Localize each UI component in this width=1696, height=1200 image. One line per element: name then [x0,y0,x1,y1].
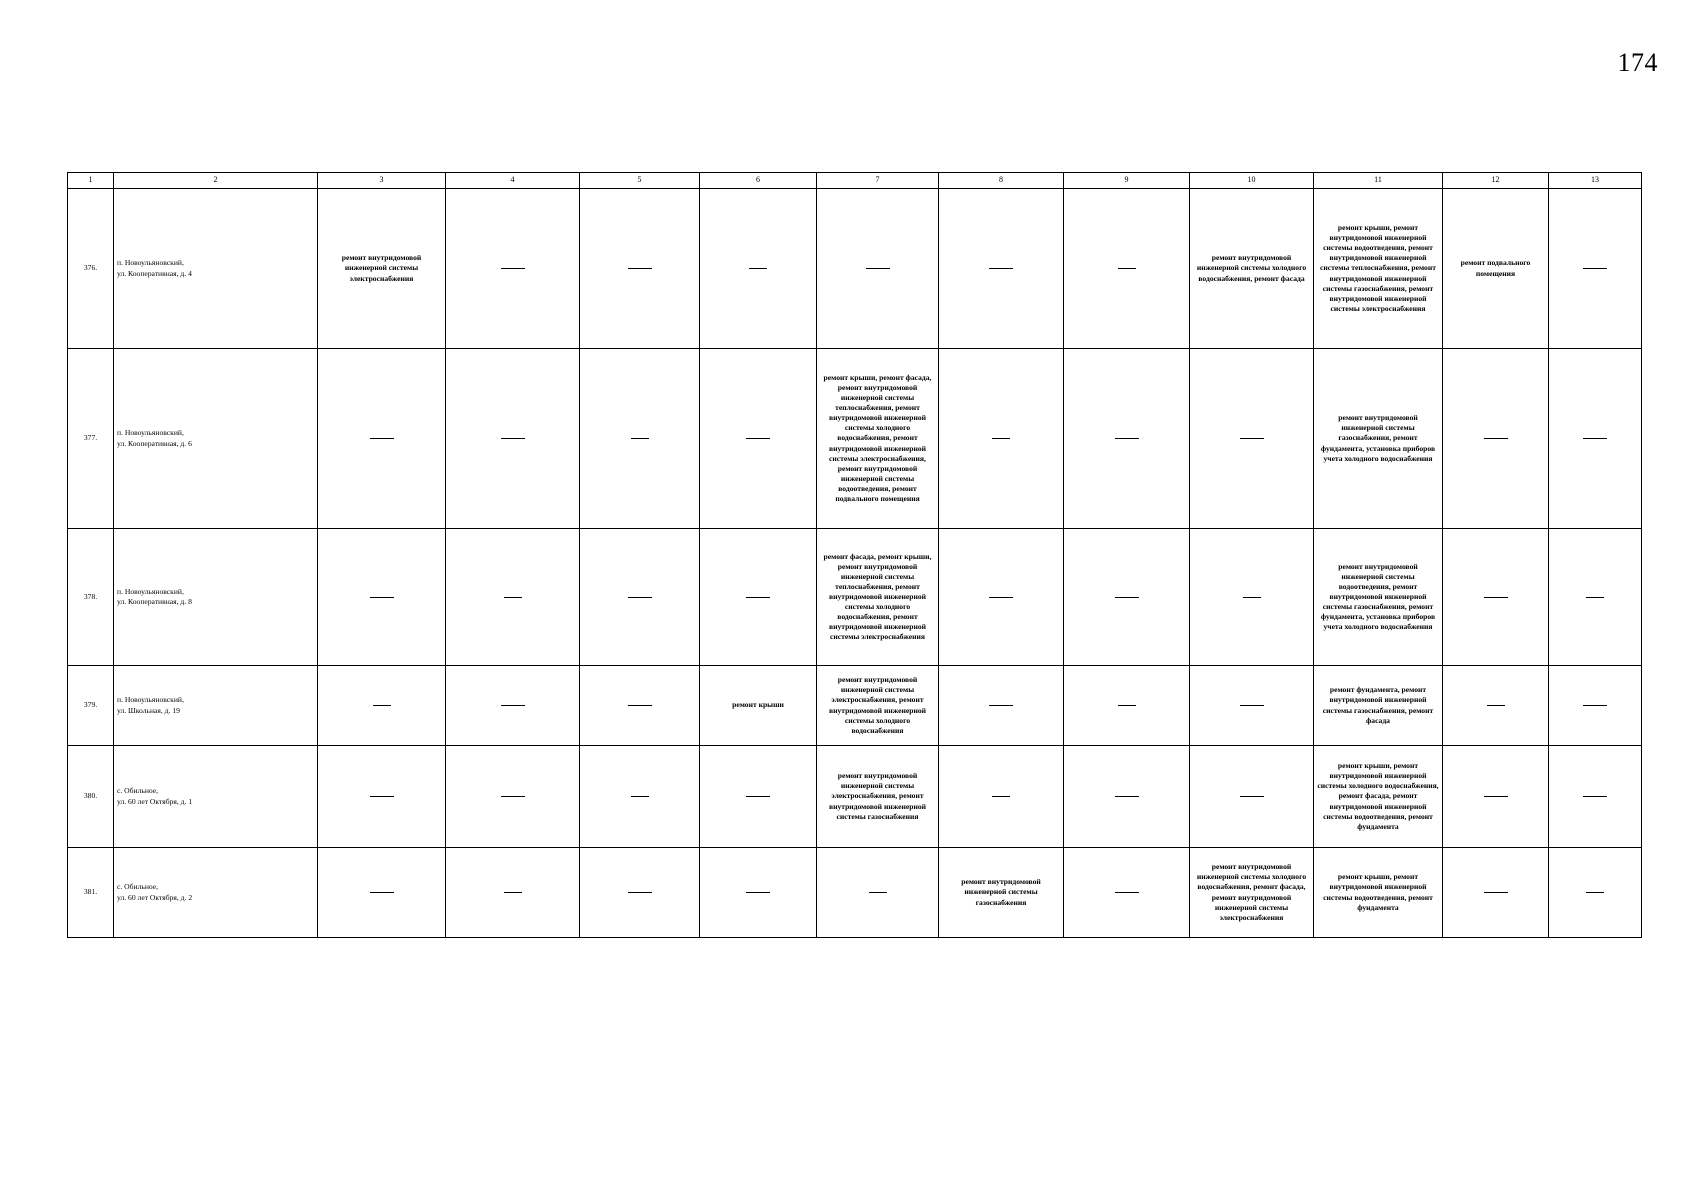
dash-mark [501,268,525,269]
dash-mark [1484,892,1508,893]
empty-cell [318,529,446,666]
empty-cell [1549,746,1642,848]
row-number: 380. [68,746,114,848]
row-number: 377. [68,349,114,529]
empty-cell [1190,349,1314,529]
dash-mark [628,892,652,893]
repair-work-cell: ремонт подвального помещения [1443,189,1549,349]
column-number-9: 9 [1064,173,1190,189]
repair-work-cell: ремонт внутридомовой инженерной системы холодного водоснабжения, ремонт фасада, ремонт внутридомовой инженерной системы электроснабжения [1190,848,1314,938]
column-number-5: 5 [580,173,700,189]
dash-mark [1484,438,1508,439]
empty-cell [700,529,817,666]
column-number-7: 7 [817,173,939,189]
dash-mark [1240,705,1264,706]
table-body [68,173,1642,938]
dash-mark [628,268,652,269]
address-settlement: п. Новоульяновский, [117,586,184,596]
dash-mark [746,597,770,598]
empty-cell [446,189,580,349]
address-street: ул. Кооперативная, д. 8 [117,597,192,606]
dash-mark [370,796,394,797]
address-cell [114,189,318,349]
dash-mark [501,705,525,706]
column-number-3: 3 [318,173,446,189]
column-number-8: 8 [939,173,1064,189]
repair-work-cell: ремонт внутридомовой инженерной системы газоснабжения, ремонт фундамента, установка приборов учета холодного водоснабжения [1314,349,1443,529]
dash-mark [1115,438,1139,439]
empty-cell [446,848,580,938]
empty-cell [580,848,700,938]
column-number-10: 10 [1190,173,1314,189]
dash-mark [989,597,1013,598]
empty-cell [1190,666,1314,746]
dash-mark [746,438,770,439]
empty-cell [580,189,700,349]
address-cell [114,349,318,529]
column-number-6: 6 [700,173,817,189]
empty-cell [939,349,1064,529]
empty-cell [817,189,939,349]
dash-mark [631,796,649,797]
dash-mark [992,796,1010,797]
dash-mark [1118,268,1136,269]
dash-mark [746,892,770,893]
empty-cell [580,666,700,746]
dash-mark [1240,796,1264,797]
repair-schedule-table [67,172,1642,938]
dash-mark [1583,438,1607,439]
dash-mark [628,597,652,598]
empty-cell [939,189,1064,349]
dash-mark [746,796,770,797]
dash-mark [1487,705,1505,706]
dash-mark [504,597,522,598]
repair-work-cell: ремонт крыши, ремонт внутридомовой инженерной системы водоотведения, ремонт внутридомовой инженерной системы теплоснабжения, ремонт внутридомовой инженерной системы газоснабжения, ремонт внутридомовой инженерной системы электроснабжения [1314,189,1443,349]
empty-cell [1549,666,1642,746]
dash-mark [1583,796,1607,797]
dash-mark [370,892,394,893]
empty-cell [1064,666,1190,746]
page-number: 174 [1617,48,1658,77]
repair-work-cell: ремонт внутридомовой инженерной системы электроснабжения, ремонт внутридомовой инженерной системы газоснабжения [817,746,939,848]
empty-cell [1443,848,1549,938]
empty-cell [580,529,700,666]
row-number: 378. [68,529,114,666]
empty-cell [939,666,1064,746]
column-number-2: 2 [114,173,318,189]
column-number-11: 11 [1314,173,1443,189]
empty-cell [580,746,700,848]
repair-work-cell: ремонт крыши, ремонт внутридомовой инженерной системы холодного водоснабжения, ремонт фасада, ремонт внутридомовой инженерной системы водоотведения, ремонт фундамента [1314,746,1443,848]
dash-mark [1115,892,1139,893]
empty-cell [1443,746,1549,848]
dash-mark [1586,597,1604,598]
empty-cell [939,529,1064,666]
address-cell [114,666,318,746]
repair-work-cell: ремонт крыши [700,666,817,746]
dash-mark [1115,796,1139,797]
column-number-1: 1 [68,173,114,189]
dash-mark [992,438,1010,439]
row-number: 379. [68,666,114,746]
empty-cell [700,189,817,349]
empty-cell [700,848,817,938]
empty-cell [700,349,817,529]
address-street: ул. Школьная, д. 19 [117,705,180,715]
empty-cell [1549,848,1642,938]
dash-mark [501,796,525,797]
empty-cell [1064,746,1190,848]
table-row [68,189,1642,349]
dash-mark [1484,796,1508,797]
repair-work-cell: ремонт внутридомовой инженерной системы газоснабжения [939,848,1064,938]
repair-work-cell: ремонт внутридомовой инженерной системы холодного водоснабжения, ремонт фасада [1190,189,1314,349]
empty-cell [700,746,817,848]
dash-mark [628,705,652,706]
dash-mark [749,268,767,269]
address-settlement: с. Обильное, [117,882,159,892]
empty-cell [1549,189,1642,349]
address-settlement: п. Новоульяновский, [117,258,184,268]
empty-cell [1549,529,1642,666]
address-settlement: п. Новоульяновский, [117,428,184,438]
empty-cell [1443,349,1549,529]
repair-work-cell: ремонт внутридомовой инженерной системы электроснабжения [318,189,446,349]
dash-mark [866,268,890,269]
table-row [68,529,1642,666]
dash-mark [1115,597,1139,598]
repair-work-cell: ремонт крыши, ремонт внутридомовой инженерной системы водоотведения, ремонт фундамента [1314,848,1443,938]
dash-mark [1586,892,1604,893]
empty-cell [318,666,446,746]
dash-mark [1583,268,1607,269]
empty-cell [1443,529,1549,666]
address-cell [114,848,318,938]
repair-work-cell: ремонт внутридомовой инженерной системы водоотведения, ремонт внутридомовой инженерной системы газоснабжения, ремонт фундамента, установка приборов учета холодного водоснабжения [1314,529,1443,666]
empty-cell [318,848,446,938]
repair-work-cell: ремонт внутридомовой инженерной системы электроснабжения, ремонт внутридомовой инженерной системы холодного водоснабжения [817,666,939,746]
empty-cell [939,746,1064,848]
address-settlement: п. Новоульяновский, [117,695,184,705]
dash-mark [373,705,391,706]
repair-work-cell: ремонт фасада, ремонт крыши, ремонт внутридомовой инженерной системы теплоснабжения, ремонт внутридомовой инженерной системы холодного водоснабжения, ремонт внутридомовой инженерной системы электроснабжения [817,529,939,666]
dash-mark [1118,705,1136,706]
dash-mark [501,438,525,439]
repair-work-cell: ремонт фундамента, ремонт внутридомовой инженерной системы газоснабжения, ремонт фасада [1314,666,1443,746]
dash-mark [1484,597,1508,598]
address-street: ул. Кооперативная, д. 4 [117,268,192,278]
empty-cell [1190,746,1314,848]
address-street: ул. Кооперативная, д. 6 [117,438,192,448]
repair-work-cell: ремонт крыши, ремонт фасада, ремонт внутридомовой инженерной системы теплоснабжения, ремонт внутридомовой инженерной системы холодного водоснабжения, ремонт внутридомовой инженерной системы электроснабжения, ремонт внутридомовой инженерной системы водоотведения, ремонт подвального помещения [817,349,939,529]
dash-mark [1243,597,1261,598]
column-number-4: 4 [446,173,580,189]
empty-cell [817,848,939,938]
row-number: 376. [68,189,114,349]
empty-cell [1064,189,1190,349]
column-number-12: 12 [1443,173,1549,189]
dash-mark [370,438,394,439]
address-settlement: с. Обильное, [117,786,159,796]
table-row [68,349,1642,529]
address-street: ул. 60 лет Октября, д. 2 [117,892,193,902]
column-number-header-row [68,173,1642,189]
table-row [68,666,1642,746]
dash-mark [1583,705,1607,706]
empty-cell [1064,529,1190,666]
empty-cell [580,349,700,529]
row-number: 381. [68,848,114,938]
dash-mark [989,268,1013,269]
dash-mark [504,892,522,893]
dash-mark [631,438,649,439]
column-number-13: 13 [1549,173,1642,189]
empty-cell [1064,349,1190,529]
table-row [68,848,1642,938]
dash-mark [1240,438,1264,439]
empty-cell [1443,666,1549,746]
empty-cell [446,746,580,848]
empty-cell [1064,848,1190,938]
address-cell [114,746,318,848]
dash-mark [869,892,887,893]
dash-mark [989,705,1013,706]
empty-cell [1549,349,1642,529]
dash-mark [370,597,394,598]
empty-cell [446,349,580,529]
address-street: ул. 60 лет Октября, д. 1 [117,796,193,806]
empty-cell [318,746,446,848]
address-cell [114,529,318,666]
empty-cell [446,666,580,746]
empty-cell [1190,529,1314,666]
table-row [68,746,1642,848]
empty-cell [318,349,446,529]
empty-cell [446,529,580,666]
